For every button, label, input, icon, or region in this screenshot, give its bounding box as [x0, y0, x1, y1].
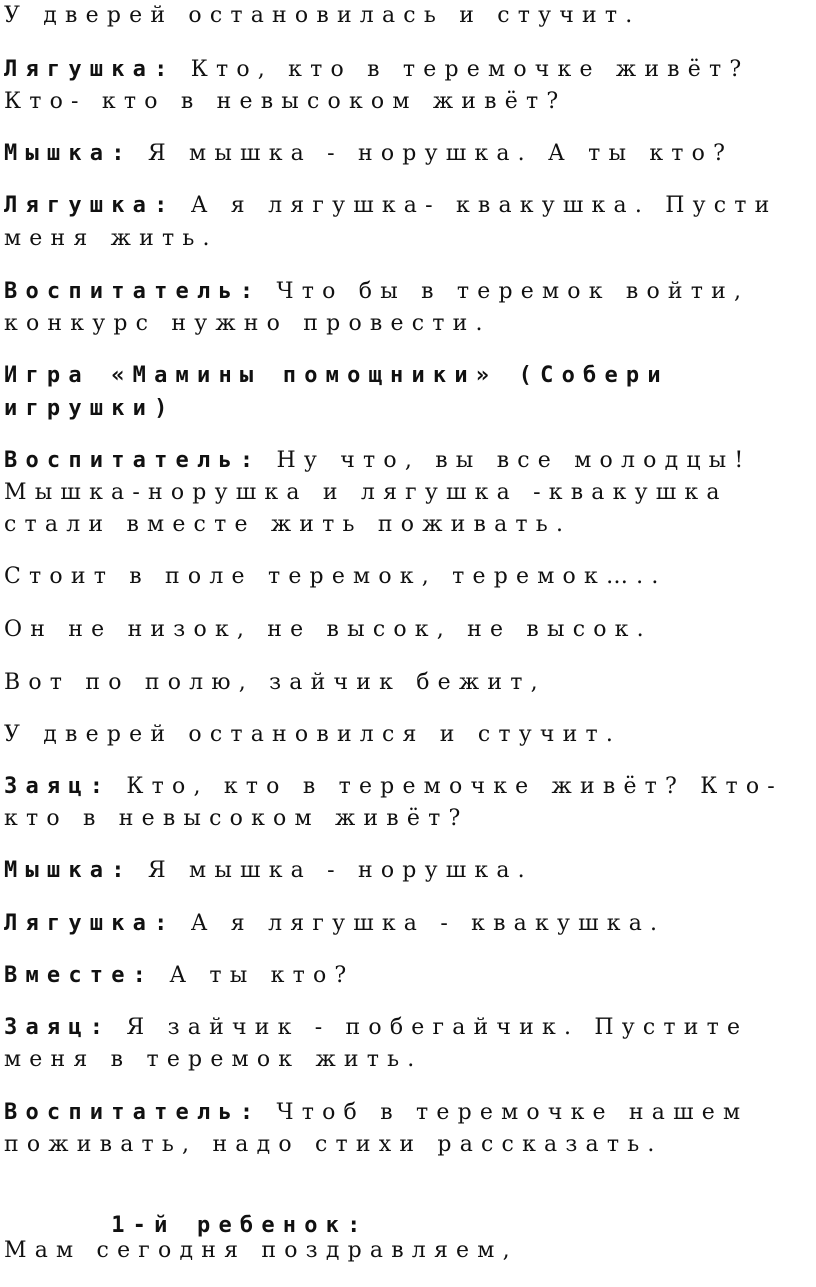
line-text: А я лягушка - квакушка.	[175, 911, 666, 936]
dialogue-line	[4, 56, 812, 84]
line-text: меня жить.	[4, 226, 218, 251]
dialogue-line	[4, 278, 812, 306]
line-text: Вот по полю, зайчик бежит,	[4, 670, 546, 695]
dialogue-line	[4, 857, 812, 885]
text-line	[4, 805, 812, 833]
text-line	[4, 616, 812, 644]
line-text: Я мышка - норушка.	[132, 858, 533, 883]
speaker-name: Воспитатель:	[4, 448, 262, 473]
line-text: А я лягушка- квакушка. Пусти	[175, 193, 778, 218]
speaker-name: Заяц:	[4, 1015, 112, 1040]
text-line	[4, 88, 812, 116]
dialogue-line	[4, 140, 812, 168]
section-heading	[4, 395, 812, 423]
text-line	[4, 1131, 812, 1159]
line-text: меня в теремок жить.	[4, 1047, 423, 1072]
text-line	[4, 721, 812, 749]
section-heading	[4, 362, 812, 390]
speaker-name: Мышка:	[4, 141, 133, 166]
dialogue-line	[4, 910, 812, 938]
heading-text: игрушки)	[4, 396, 176, 421]
text-line	[4, 2, 812, 30]
text-line	[4, 479, 812, 507]
line-text: У дверей остановился и стучит.	[4, 722, 622, 747]
line-text: стали вместе жить поживать.	[4, 512, 572, 537]
line-text: Что бы в теремок войти,	[261, 279, 750, 304]
line-text: Кто, кто в теремочке живёт?	[175, 57, 750, 82]
line-text: Я мышка - норушка. А ты кто?	[132, 141, 734, 166]
dialogue-line	[4, 773, 812, 801]
line-text: Кто- кто в невысоком живёт?	[4, 89, 567, 114]
line-text: У дверей остановилась и стучит.	[4, 3, 641, 28]
dialogue-line	[4, 962, 812, 990]
line-text: Кто, кто в теремочке живёт? Кто-	[111, 774, 783, 799]
speaker-name: Лягушка:	[4, 57, 176, 82]
speaker-name: Лягушка:	[4, 193, 176, 218]
line-text: Я зайчик - побегайчик. Пустите	[111, 1015, 749, 1040]
dialogue-line	[4, 1099, 812, 1127]
text-line	[4, 310, 812, 338]
line-text: Стоит в поле теремок, теремок…..	[4, 564, 667, 589]
dialogue-line	[4, 1014, 812, 1042]
line-text: Ну что, вы все молодцы!	[261, 448, 752, 473]
line-text: А ты кто?	[154, 963, 355, 988]
line-text: Мам сегодня поздравляем,	[4, 1238, 518, 1263]
dialogue-line	[4, 447, 812, 475]
text-line	[4, 225, 812, 253]
line-text: Он не низок, не высок, не высок.	[4, 617, 652, 642]
heading-text: Игра «Мамины помощники» (Собери	[4, 363, 669, 388]
dialogue-line	[4, 192, 812, 220]
line-text: Мышка-норушка и лягушка -квакушка	[4, 480, 728, 505]
line-text: кто в невысоком живёт?	[4, 806, 469, 831]
text-line	[4, 511, 812, 539]
speaker-name: Вместе:	[4, 963, 155, 988]
speaker-name: Воспитатель:	[4, 1100, 262, 1125]
text-line	[4, 1046, 812, 1074]
speaker-name: Лягушка:	[4, 911, 176, 936]
speaker-name: Мышка:	[4, 858, 133, 883]
heading-text: 1-й ребенок:	[89, 1213, 369, 1238]
line-text: конкурс нужно провести.	[4, 311, 491, 336]
text-line	[4, 563, 812, 591]
speaker-name: Воспитатель:	[4, 279, 262, 304]
line-text: поживать, надо стихи рассказать.	[4, 1132, 663, 1157]
line-text: Чтоб в теремочке нашем	[261, 1100, 749, 1125]
text-line	[4, 1237, 812, 1265]
text-line	[4, 669, 812, 697]
speaker-name: Заяц:	[4, 774, 112, 799]
